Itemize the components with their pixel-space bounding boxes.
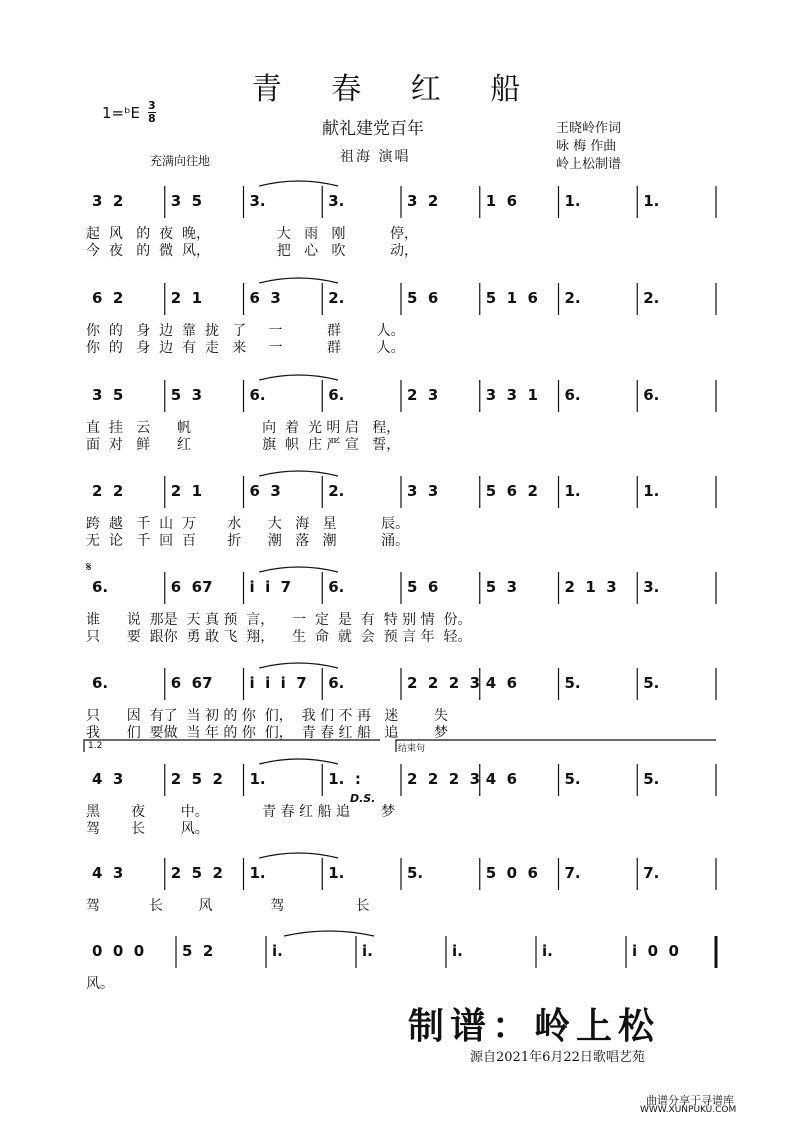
measure: 4 3: [92, 770, 124, 788]
measure: i.: [272, 942, 283, 960]
measure: 4 6: [485, 674, 518, 692]
measure: 2 1: [170, 482, 203, 500]
lyric-line: 面 对 鲜 红 旗 帜 庄 严 宣 誓，: [86, 437, 401, 453]
measure: 6 67: [170, 578, 213, 596]
lyric-line: 驾 长 风 驾 长: [86, 898, 370, 914]
measure: 2 2: [92, 482, 124, 500]
lyric-line: 只 要 跟你 勇 敢 飞 翔， 生 命 就 会 预 言 年 轻。: [86, 629, 472, 645]
measure: 1. :: [328, 770, 361, 788]
measure: 6 3: [249, 289, 281, 307]
measure: 2 2 2 3: [407, 770, 481, 788]
measure: 2 5 2: [170, 770, 223, 788]
measure: 1.: [564, 482, 581, 500]
measure: 6.: [328, 674, 345, 692]
lyric-line: 无 论 千 回 百 折 潮 落 潮 涌。: [86, 533, 410, 549]
measure: 2 1 3: [564, 578, 617, 596]
singer: 祖海 演唱: [340, 149, 411, 165]
measure: 2.: [328, 289, 345, 307]
measure: 0 0 0: [92, 942, 145, 960]
measure: 5 0 6: [485, 864, 538, 882]
measure: 7.: [643, 864, 660, 882]
meter-bottom: 8: [148, 112, 156, 125]
measure: i i 7: [249, 578, 292, 596]
subtitle: 献礼建党百年: [322, 119, 424, 139]
source-note: 源自2021年6月22日歌唱艺苑: [470, 1050, 645, 1065]
measure: 3 3 1: [485, 386, 538, 404]
song-title: 青 春 红 船: [251, 72, 541, 107]
measure: 1.: [643, 192, 660, 210]
measure: 1.: [564, 192, 581, 210]
lyric-line: 风。: [86, 976, 114, 992]
meter-top: 3: [148, 99, 156, 112]
measure: 5 6 2: [485, 482, 538, 500]
measure: 3.: [328, 192, 345, 210]
measure: 5.: [643, 674, 660, 692]
measure: 2.: [328, 482, 345, 500]
measure: 5.: [407, 864, 424, 882]
measure: 5 2: [182, 942, 214, 960]
measure: 2 2 2 3: [407, 674, 481, 692]
measure: 7.: [564, 864, 581, 882]
measure: 3 2: [92, 192, 124, 210]
footer-url: WWW.XUNPUKU.COM: [640, 1105, 737, 1115]
measure: i.: [362, 942, 373, 960]
measure: 6.: [643, 386, 660, 404]
lyric-line: 驾 长 风。: [86, 821, 209, 837]
measure: 6.: [328, 386, 345, 404]
measure: i 0 0: [632, 942, 679, 960]
slur: [259, 471, 338, 476]
slur: [259, 759, 338, 764]
measure: 3 3: [407, 482, 439, 500]
lyric-line: 你 的 身 边 靠 拢 了 一 群 人。: [86, 323, 405, 339]
measure: 6 3: [249, 482, 281, 500]
volta-2: 结束句: [398, 744, 426, 754]
lyric-line: 起 风 的 夜 晚， 大 雨 刚 停，: [86, 226, 419, 242]
measure: 5.: [643, 770, 660, 788]
measure: 6.: [328, 578, 345, 596]
measure: i.: [542, 942, 553, 960]
lyric-line: 黑 夜 中。 青 春 红 船 追 梦: [86, 804, 396, 820]
measure: 5 3: [170, 386, 203, 404]
measure: 3 2: [407, 192, 439, 210]
slur: [259, 663, 338, 668]
measure: 3 5: [92, 386, 124, 404]
slur: [259, 853, 338, 858]
measure: i.: [452, 942, 463, 960]
measure: 6.: [249, 386, 266, 404]
measure: 6 67: [170, 674, 213, 692]
measure: 3.: [643, 578, 660, 596]
measure: 2 3: [407, 386, 439, 404]
measure: 1.: [249, 864, 266, 882]
lyric-line: 直 挂 云 帆 向 着 光 明 启 程，: [86, 420, 401, 436]
measure: 3 5: [170, 192, 203, 210]
lyric-line: 我 们 要做 当 年 的 你 们， 青 春 红 船 追 梦: [86, 725, 448, 741]
lyric-line: 今 夜 的 微 风， 把 心 吹 动，: [86, 243, 419, 259]
signature: 制谱：岭上松: [408, 1005, 661, 1047]
measure: 4 6: [485, 770, 518, 788]
measure: 5.: [564, 770, 581, 788]
lyric-line: 你 的 身 边 有 走 来 一 群 人。: [86, 340, 405, 356]
segno-sign: 𝄋: [86, 560, 92, 575]
measure: 4 3: [92, 864, 124, 882]
measure: 2.: [643, 289, 660, 307]
slur: [259, 181, 338, 186]
key-signature: 1=ᵇE: [102, 104, 141, 122]
measure: i i i 7: [249, 674, 307, 692]
volta-1: 1.2: [88, 741, 103, 751]
measure: 5.: [564, 674, 581, 692]
measure: 2.: [564, 289, 581, 307]
measure: 6 2: [92, 289, 124, 307]
measure: 5 3: [485, 578, 518, 596]
footer-site-name: 曲谱分享于寻谱库: [646, 1094, 734, 1107]
composer: 咏 梅 作曲: [556, 139, 617, 154]
measure: 6.: [564, 386, 581, 404]
slur: [259, 375, 338, 380]
measure: 5 6: [407, 578, 439, 596]
ds-marker: D.S.: [350, 792, 376, 805]
lyricist: 王晓岭作词: [556, 121, 622, 136]
measure: 1.: [328, 864, 345, 882]
measure: 1 6: [485, 192, 518, 210]
slur: [259, 567, 338, 572]
transcriber: 岭上松制谱: [556, 157, 622, 172]
measure: 5 1 6: [485, 289, 538, 307]
lyric-line: 谁 说 那是 天 真 预 言， 一 定 是 有 特 别 情 份。: [86, 612, 472, 628]
measure: 2 1: [170, 289, 203, 307]
measure: 2 5 2: [170, 864, 223, 882]
measure: 1.: [643, 482, 660, 500]
measure: 6.: [92, 674, 109, 692]
slur: [284, 931, 374, 936]
lyric-line: 跨 越 千 山 万 水 大 海 星 辰。: [86, 516, 410, 532]
slur: [259, 278, 338, 283]
measure: 5 6: [407, 289, 439, 307]
lyric-line: 只 因 有了 当 初 的 你 们， 我 们 不 再 迷 失: [86, 708, 448, 724]
tempo-mood: 充满向往地: [150, 154, 211, 168]
measure: 1.: [249, 770, 266, 788]
measure: 3.: [249, 192, 266, 210]
measure: 6.: [92, 578, 109, 596]
